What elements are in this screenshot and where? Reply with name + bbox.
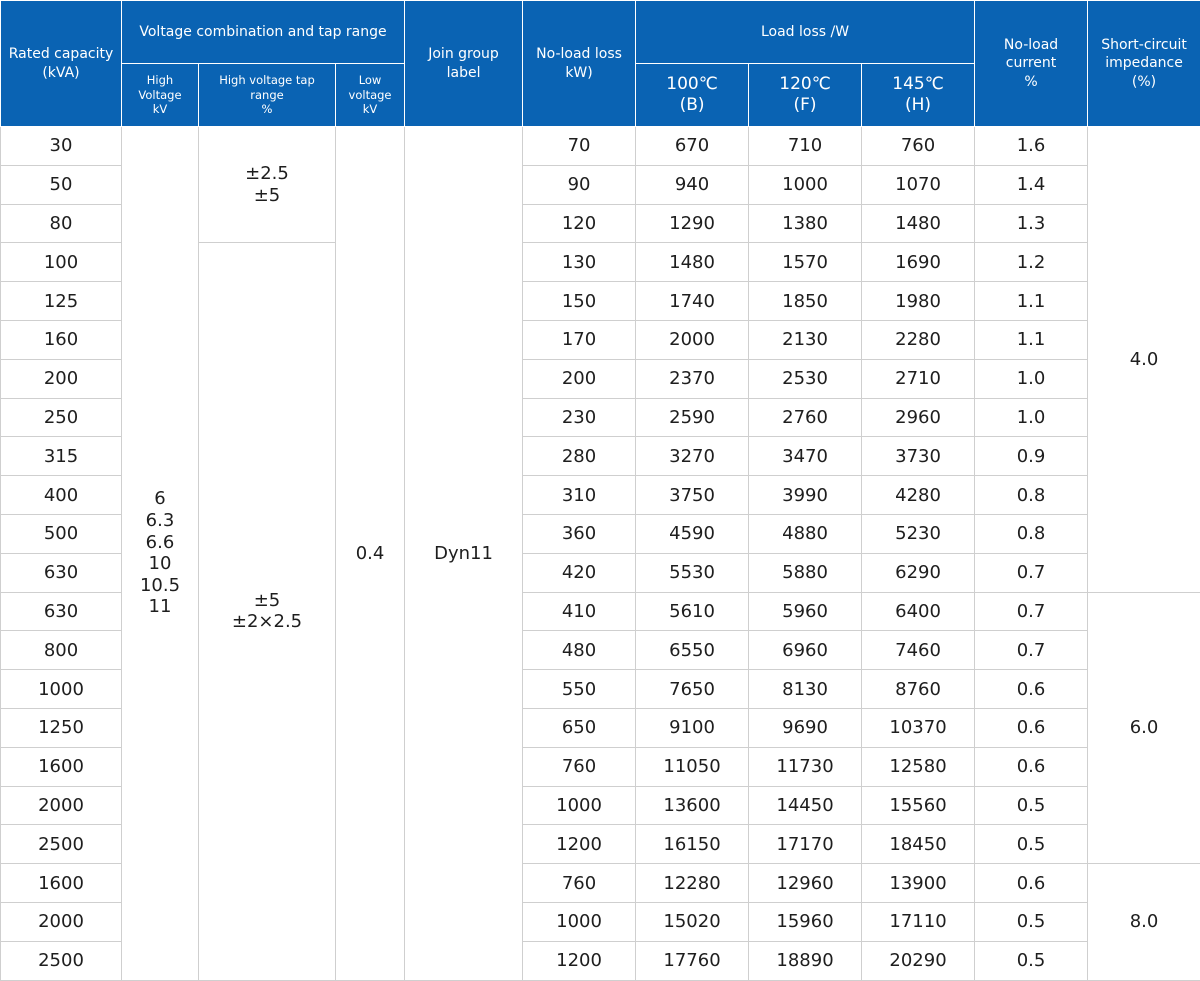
no-load-current-cell: 1.2 xyxy=(975,243,1088,282)
load-loss-145c-cell: 2710 xyxy=(862,359,975,398)
load-loss-145c-cell: 20290 xyxy=(862,941,975,980)
no-load-loss-cell: 650 xyxy=(523,708,636,747)
load-loss-100c-cell: 3270 xyxy=(636,437,749,476)
header-join-group: Join group label xyxy=(405,1,523,127)
load-loss-100c-cell: 3750 xyxy=(636,476,749,515)
no-load-loss-cell: 280 xyxy=(523,437,636,476)
load-loss-120c-cell: 5880 xyxy=(749,553,862,592)
no-load-current-cell: 0.5 xyxy=(975,902,1088,941)
tap-range-a: ±2.5 ±5 xyxy=(199,127,336,243)
no-load-loss-cell: 130 xyxy=(523,243,636,282)
load-loss-145c-cell: 12580 xyxy=(862,747,975,786)
no-load-loss-cell: 70 xyxy=(523,127,636,166)
capacity-cell: 2500 xyxy=(1,825,122,864)
load-loss-100c-cell: 15020 xyxy=(636,902,749,941)
load-loss-120c-cell: 3470 xyxy=(749,437,862,476)
capacity-cell: 2500 xyxy=(1,941,122,980)
load-loss-145c-cell: 18450 xyxy=(862,825,975,864)
capacity-cell: 200 xyxy=(1,359,122,398)
no-load-loss-cell: 550 xyxy=(523,670,636,709)
capacity-cell: 800 xyxy=(1,631,122,670)
load-loss-120c-cell: 710 xyxy=(749,127,862,166)
capacity-cell: 160 xyxy=(1,320,122,359)
no-load-loss-cell: 200 xyxy=(523,359,636,398)
join-group-value: Dyn11 xyxy=(405,127,523,981)
no-load-loss-cell: 360 xyxy=(523,514,636,553)
capacity-cell: 30 xyxy=(1,127,122,166)
load-loss-120c-cell: 15960 xyxy=(749,902,862,941)
header-hv-tap-range: High voltage tap range % xyxy=(199,64,336,127)
load-loss-145c-cell: 13900 xyxy=(862,864,975,903)
no-load-current-cell: 0.6 xyxy=(975,670,1088,709)
impedance-value: 4.0 xyxy=(1088,127,1200,593)
header-low-voltage: Low voltage kV xyxy=(336,64,405,127)
no-load-loss-cell: 1200 xyxy=(523,825,636,864)
no-load-loss-cell: 420 xyxy=(523,553,636,592)
load-loss-120c-cell: 14450 xyxy=(749,786,862,825)
capacity-cell: 125 xyxy=(1,282,122,321)
no-load-current-cell: 0.7 xyxy=(975,592,1088,631)
load-loss-100c-cell: 1480 xyxy=(636,243,749,282)
load-loss-120c-cell: 11730 xyxy=(749,747,862,786)
no-load-current-cell: 1.0 xyxy=(975,359,1088,398)
no-load-loss-cell: 1000 xyxy=(523,786,636,825)
no-load-current-cell: 0.7 xyxy=(975,631,1088,670)
no-load-loss-cell: 1000 xyxy=(523,902,636,941)
no-load-current-cell: 0.5 xyxy=(975,941,1088,980)
capacity-cell: 1250 xyxy=(1,708,122,747)
no-load-loss-cell: 480 xyxy=(523,631,636,670)
load-loss-120c-cell: 2130 xyxy=(749,320,862,359)
load-loss-120c-cell: 8130 xyxy=(749,670,862,709)
high-voltage-values: 6 6.3 6.6 10 10.5 11 xyxy=(122,127,199,981)
header-high-voltage: High Voltage kV xyxy=(122,64,199,127)
load-loss-120c-cell: 2530 xyxy=(749,359,862,398)
load-loss-100c-cell: 2000 xyxy=(636,320,749,359)
load-loss-120c-cell: 3990 xyxy=(749,476,862,515)
capacity-cell: 1000 xyxy=(1,670,122,709)
load-loss-120c-cell: 2760 xyxy=(749,398,862,437)
no-load-loss-cell: 760 xyxy=(523,864,636,903)
load-loss-120c-cell: 17170 xyxy=(749,825,862,864)
no-load-loss-cell: 150 xyxy=(523,282,636,321)
header-load-loss-100c: 100℃ (B) xyxy=(636,64,749,127)
no-load-current-cell: 0.6 xyxy=(975,864,1088,903)
load-loss-100c-cell: 5530 xyxy=(636,553,749,592)
no-load-loss-cell: 760 xyxy=(523,747,636,786)
capacity-cell: 315 xyxy=(1,437,122,476)
no-load-current-cell: 0.8 xyxy=(975,514,1088,553)
load-loss-145c-cell: 7460 xyxy=(862,631,975,670)
capacity-cell: 400 xyxy=(1,476,122,515)
no-load-loss-cell: 310 xyxy=(523,476,636,515)
load-loss-100c-cell: 670 xyxy=(636,127,749,166)
no-load-current-cell: 1.4 xyxy=(975,165,1088,204)
load-loss-100c-cell: 2590 xyxy=(636,398,749,437)
no-load-current-cell: 0.7 xyxy=(975,553,1088,592)
capacity-cell: 80 xyxy=(1,204,122,243)
capacity-cell: 630 xyxy=(1,553,122,592)
table-header xyxy=(1,1,1200,127)
load-loss-100c-cell: 9100 xyxy=(636,708,749,747)
load-loss-145c-cell: 1980 xyxy=(862,282,975,321)
load-loss-145c-cell: 10370 xyxy=(862,708,975,747)
no-load-current-cell: 1.3 xyxy=(975,204,1088,243)
capacity-cell: 1600 xyxy=(1,864,122,903)
load-loss-100c-cell: 12280 xyxy=(636,864,749,903)
load-loss-145c-cell: 15560 xyxy=(862,786,975,825)
load-loss-100c-cell: 940 xyxy=(636,165,749,204)
tap-range-b: ±5 ±2×2.5 xyxy=(199,243,336,980)
capacity-cell: 2000 xyxy=(1,786,122,825)
no-load-current-cell: 0.6 xyxy=(975,747,1088,786)
impedance-value: 8.0 xyxy=(1088,864,1200,980)
no-load-current-cell: 0.8 xyxy=(975,476,1088,515)
load-loss-120c-cell: 9690 xyxy=(749,708,862,747)
capacity-cell: 500 xyxy=(1,514,122,553)
no-load-loss-cell: 170 xyxy=(523,320,636,359)
load-loss-120c-cell: 1850 xyxy=(749,282,862,321)
no-load-loss-cell: 90 xyxy=(523,165,636,204)
capacity-cell: 50 xyxy=(1,165,122,204)
load-loss-145c-cell: 17110 xyxy=(862,902,975,941)
header-load-loss-120c: 120℃ (F) xyxy=(749,64,862,127)
load-loss-120c-cell: 6960 xyxy=(749,631,862,670)
load-loss-100c-cell: 1740 xyxy=(636,282,749,321)
load-loss-120c-cell: 1380 xyxy=(749,204,862,243)
load-loss-120c-cell: 1000 xyxy=(749,165,862,204)
low-voltage-value: 0.4 xyxy=(336,127,405,981)
capacity-cell: 630 xyxy=(1,592,122,631)
load-loss-145c-cell: 1690 xyxy=(862,243,975,282)
load-loss-145c-cell: 6400 xyxy=(862,592,975,631)
header-rated-capacity: Rated capacity (kVA) xyxy=(1,1,122,127)
load-loss-120c-cell: 5960 xyxy=(749,592,862,631)
load-loss-145c-cell: 4280 xyxy=(862,476,975,515)
no-load-loss-cell: 120 xyxy=(523,204,636,243)
no-load-loss-cell: 1200 xyxy=(523,941,636,980)
no-load-current-cell: 0.5 xyxy=(975,786,1088,825)
no-load-loss-cell: 410 xyxy=(523,592,636,631)
header-load-loss: Load loss /W xyxy=(636,1,975,64)
load-loss-120c-cell: 4880 xyxy=(749,514,862,553)
load-loss-100c-cell: 11050 xyxy=(636,747,749,786)
capacity-cell: 100 xyxy=(1,243,122,282)
capacity-cell: 1600 xyxy=(1,747,122,786)
load-loss-120c-cell: 12960 xyxy=(749,864,862,903)
capacity-cell: 2000 xyxy=(1,902,122,941)
header-load-loss-145c: 145℃ (H) xyxy=(862,64,975,127)
load-loss-100c-cell: 16150 xyxy=(636,825,749,864)
header-no-load-loss: No-load loss kW) xyxy=(523,1,636,127)
load-loss-145c-cell: 8760 xyxy=(862,670,975,709)
no-load-current-cell: 0.6 xyxy=(975,708,1088,747)
load-loss-100c-cell: 1290 xyxy=(636,204,749,243)
load-loss-120c-cell: 1570 xyxy=(749,243,862,282)
header-no-load-current: No-load current % xyxy=(975,1,1088,127)
load-loss-100c-cell: 13600 xyxy=(636,786,749,825)
load-loss-145c-cell: 2280 xyxy=(862,320,975,359)
capacity-cell: 250 xyxy=(1,398,122,437)
table-body xyxy=(1,127,1200,981)
load-loss-145c-cell: 6290 xyxy=(862,553,975,592)
no-load-current-cell: 1.1 xyxy=(975,320,1088,359)
load-loss-145c-cell: 5230 xyxy=(862,514,975,553)
load-loss-100c-cell: 17760 xyxy=(636,941,749,980)
no-load-loss-cell: 230 xyxy=(523,398,636,437)
load-loss-145c-cell: 760 xyxy=(862,127,975,166)
no-load-current-cell: 1.1 xyxy=(975,282,1088,321)
no-load-current-cell: 0.9 xyxy=(975,437,1088,476)
load-loss-100c-cell: 4590 xyxy=(636,514,749,553)
load-loss-145c-cell: 1480 xyxy=(862,204,975,243)
impedance-value: 6.0 xyxy=(1088,592,1200,864)
load-loss-100c-cell: 6550 xyxy=(636,631,749,670)
header-voltage-combination: Voltage combination and tap range xyxy=(122,1,405,64)
load-loss-120c-cell: 18890 xyxy=(749,941,862,980)
load-loss-100c-cell: 7650 xyxy=(636,670,749,709)
load-loss-145c-cell: 3730 xyxy=(862,437,975,476)
no-load-current-cell: 1.0 xyxy=(975,398,1088,437)
no-load-current-cell: 0.5 xyxy=(975,825,1088,864)
load-loss-100c-cell: 2370 xyxy=(636,359,749,398)
table-row xyxy=(1,127,1200,166)
header-short-circuit-impedance: Short-circuit impedance (%) xyxy=(1088,1,1200,127)
load-loss-145c-cell: 2960 xyxy=(862,398,975,437)
load-loss-100c-cell: 5610 xyxy=(636,592,749,631)
load-loss-145c-cell: 1070 xyxy=(862,165,975,204)
no-load-current-cell: 1.6 xyxy=(975,127,1088,166)
